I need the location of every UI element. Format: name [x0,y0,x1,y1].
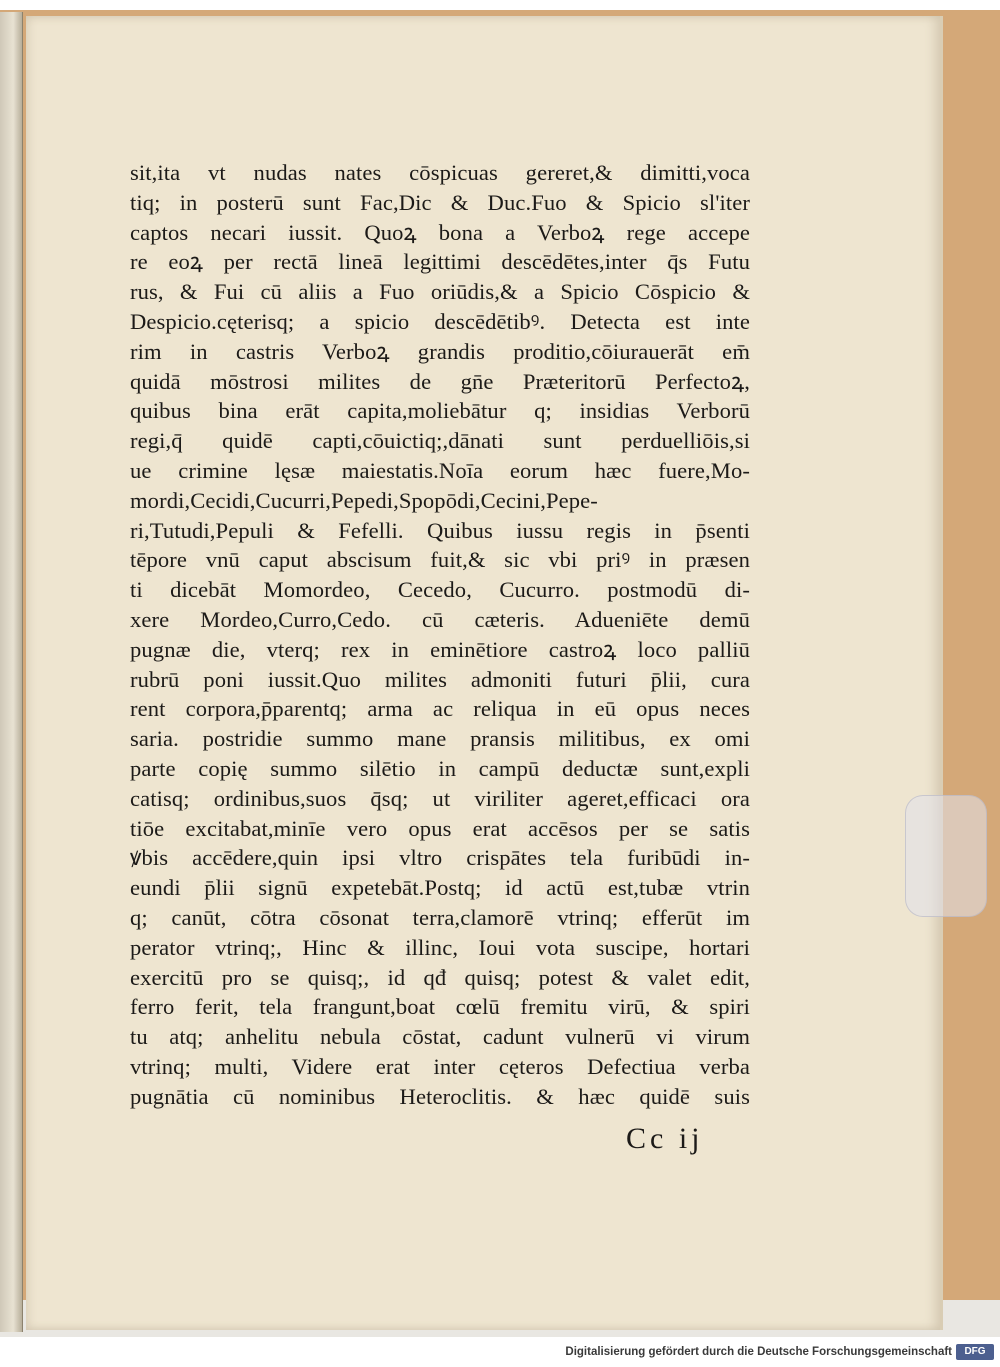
text-line: perator vtrinq;, Hinc & illinc, Ioui vota suscipe, hortari [130,934,750,960]
text-line: saria. postridie summo mane pransis militibus, ex omi [130,726,750,752]
text-line: catisq; ordinibus,suos q̄sq; ut viriliter ageret,efficaci ora [130,785,750,811]
text-line: eundi p̄lii signū expetebāt.Postq; id actū est,tubæ vtrin [130,875,750,901]
text-line: captos necari iussit. Quoꝝ bona a Verboꝝ rege accepe [130,219,750,245]
text-line: regi,q̄ quidē capti,cōuictiq;,dānati sunt perduelliōis,si [130,428,750,454]
text-line: rus, & Fui cū aliis a Fuo oriūdis,& a Spicio Cōspicio & [130,279,750,305]
text-line: rubrū poni iussit.Quo milites admoniti futuri p̄lii, cura [130,666,750,692]
dfg-logo-icon: DFG [956,1344,994,1360]
text-line: tu atq; anhelitu nebula cōstat, cadunt vulnerū vi virum [130,1024,750,1050]
text-line: tēpore vnū caput abscisum fuit,& sic vbi priꝰ in præsen [130,547,750,573]
text-line: sit,ita vt nudas nates cōspicuas gereret,& dimitti,voca [130,160,750,185]
facing-page-edge [0,12,23,1332]
text-line: Despicio.cęterisq; a spicio descēdētibꝰ. Detecta est inte [130,308,750,334]
text-line: vtrinq; multi, Videre erat inter cęteros Defectiua verba [130,1053,750,1079]
funding-credit: Digitalisierung gefördert durch die Deutsche Forschungsgemeinschaft [565,1346,952,1358]
text-line: pugnātia cū nominibus Heteroclitis. & hæc quidē suis [130,1083,750,1109]
text-line: ꝟbis accēdere,quin ipsi vltro crispātes tela furibūdi in- [130,845,750,871]
text-line: quibus bina erāt capita,moliebātur q; insidias Verborū [130,398,750,424]
text-line: tiq; in posterū sunt Fac,Dic & Duc.Fuo & Spicio sl'iter [130,189,750,215]
text-line: tiōe excitabat,minīe vero opus erat accēsos per se satis [130,815,750,841]
text-line: pugnæ die, vterq; rex in eminētiore castroꝝ loco palliū [130,636,750,662]
text-line: rent corpora,p̄parentq; arma ac reliqua in eū opus neces [130,696,750,722]
text-line: ti dicebāt Momordeo, Cecedo, Cucurro. postmodū di- [130,577,750,603]
text-line: parte copię summo silētio in campū deductæ sunt,expli [130,755,750,781]
page-clip [905,795,987,917]
text-line: rim in castris Verboꝝ grandis proditio,cōiurauerāt em̄ [130,338,750,364]
text-line: q; canūt, cōtra cōsonat terra,clamorē vtrinq; efferūt im [130,904,750,930]
text-line: ferro ferit, tela frangunt,boat cœlū fremitu virū, & spiri [130,994,750,1020]
text-line: xere Mordeo,Curro,Cedo. cū cæteris. Adueniēte demū [130,606,750,632]
text-line: ri,Tutudi,Pepuli & Fefelli. Quibus iussu regis in p̄senti [130,517,750,543]
signature-mark: Cc ij [626,1122,704,1155]
text-line: mordi,Cecidi,Cucurri,Pepedi,Spopōdi,Cecini,Pepe- [130,487,598,513]
text-line: quidā mōstrosi milites de gn̄e Præteritorū Perfectoꝝ, [130,368,750,394]
text-line: exercitū pro se quisq;, id qđ quisq; potest & valet edit, [130,964,750,990]
page-text-block [130,158,750,1112]
text-line: ue crimine lęsæ maiestatis.Noīa eorum hæc fuere,Mo- [130,457,750,483]
text-line: re eoꝝ per rectā lineā legittimi descēdētes,inter q̄s Futu [130,249,750,275]
